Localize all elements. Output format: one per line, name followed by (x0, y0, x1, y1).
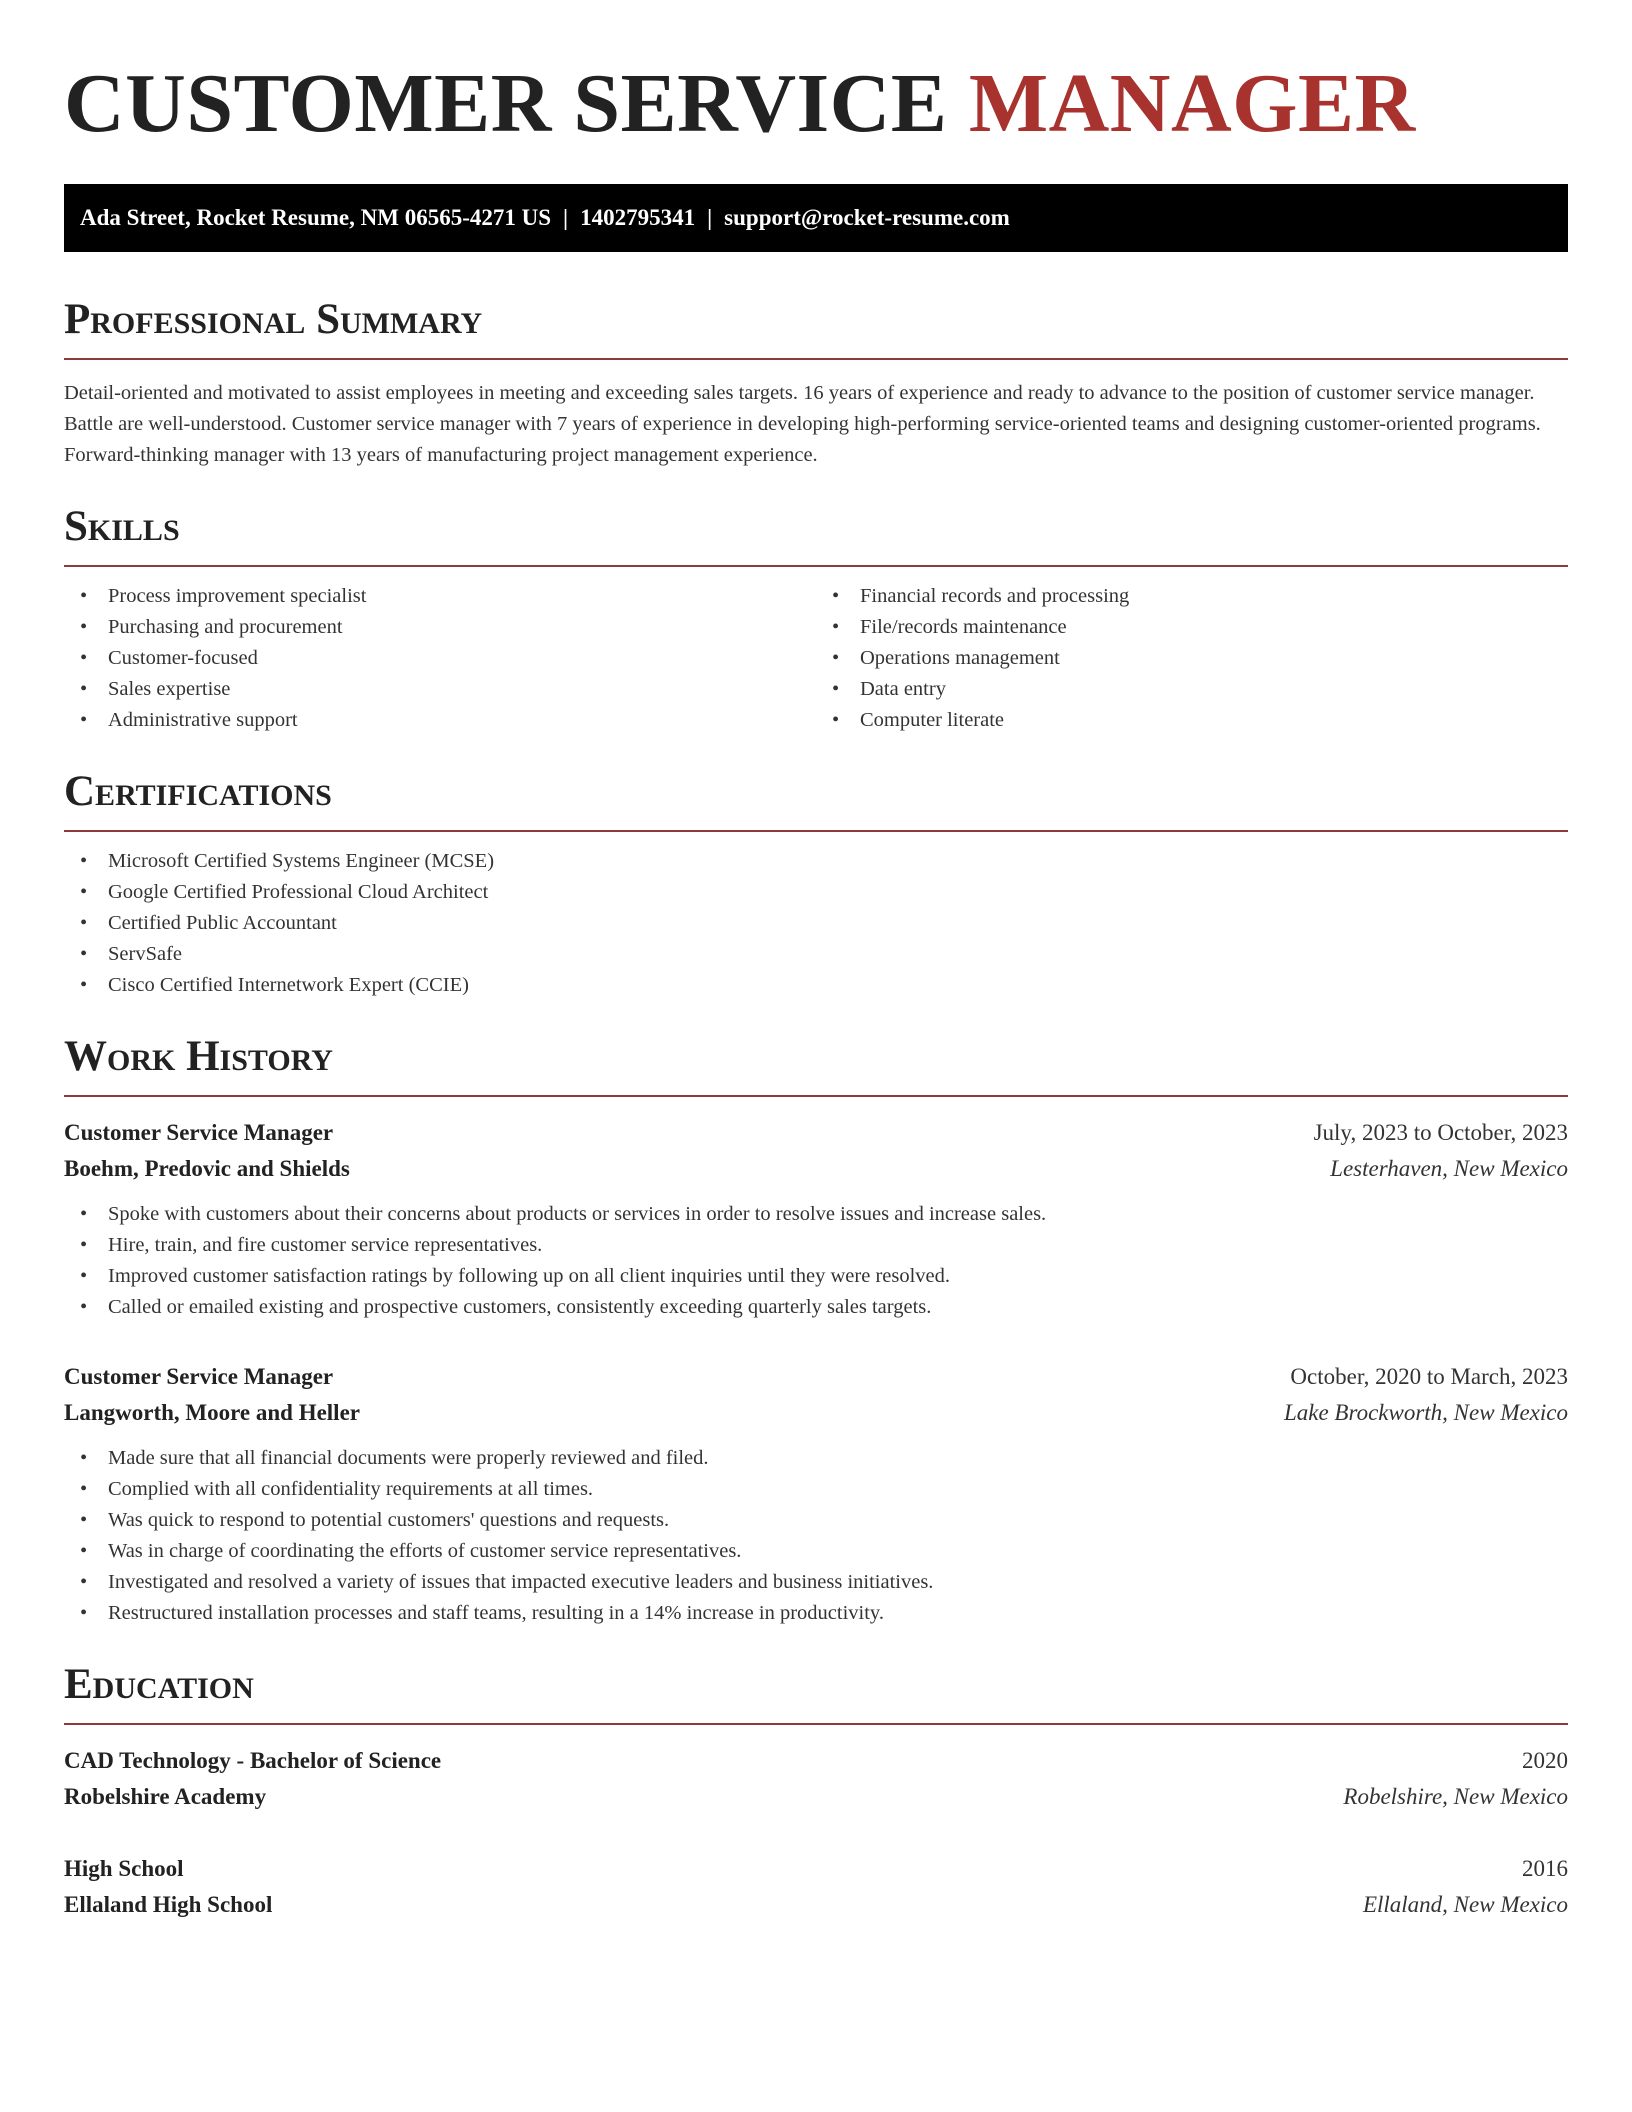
job-title-row (64, 1359, 1568, 1395)
skill-item: • Data entry (816, 674, 1568, 705)
job-company-row (64, 1395, 1568, 1431)
job-dates: July, 2023 to October, 2023 (1313, 1120, 1568, 1145)
certification-item: • ServSafe (64, 939, 1568, 970)
certifications-section (64, 766, 1568, 1001)
page-title (64, 54, 1568, 154)
job-company-row (64, 1151, 1568, 1187)
skill-item: • Process improvement specialist (64, 581, 816, 612)
job-entry (64, 1115, 1568, 1323)
contact-phone: 1402795341 (580, 205, 696, 230)
job-bullet: • Made sure that all financial documents were properly reviewed and filed. (64, 1443, 1568, 1474)
job-company: Boehm, Predovic and Shields (64, 1156, 350, 1181)
job-entry (64, 1359, 1568, 1629)
skill-item: • Customer-focused (64, 643, 816, 674)
education-school: Robelshire Academy (64, 1784, 267, 1809)
skills-columns (64, 567, 1568, 736)
job-dates: October, 2020 to March, 2023 (1290, 1364, 1568, 1389)
job-title: Customer Service Manager (64, 1120, 334, 1145)
job-bullet: • Was in charge of coordinating the efforts of customer service representatives. (64, 1536, 1568, 1567)
contact-separator: | (707, 205, 713, 230)
skill-item: • File/records maintenance (816, 612, 1568, 643)
certification-item: • Certified Public Accountant (64, 908, 1568, 939)
section-heading: Certifications (64, 766, 1568, 832)
job-bullet: • Complied with all confidentiality requirements at all times. (64, 1474, 1568, 1505)
skill-item: • Purchasing and procurement (64, 612, 816, 643)
job-bullet: • Called or emailed existing and prospective customers, consistently exceeding quarterly sales targets. (64, 1292, 1568, 1323)
education-location: Robelshire, New Mexico (1343, 1784, 1568, 1809)
job-bullet: • Investigated and resolved a variety of issues that impacted executive leaders and business initiatives. (64, 1567, 1568, 1598)
section-heading: Education (64, 1659, 1568, 1725)
contact-separator: | (563, 205, 569, 230)
education-entry (64, 1743, 1568, 1815)
job-title: Customer Service Manager (64, 1364, 334, 1389)
contact-bar (64, 184, 1568, 252)
work-history-section (64, 1031, 1568, 1629)
certification-item: • Google Certified Professional Cloud Architect (64, 877, 1568, 908)
education-section (64, 1659, 1568, 1923)
section-heading: Work History (64, 1031, 1568, 1097)
skill-item: • Administrative support (64, 705, 816, 736)
education-degree: CAD Technology - Bachelor of Science (64, 1748, 442, 1773)
education-school-row (64, 1779, 1568, 1815)
summary-text: Detail-oriented and motivated to assist employees in meeting and exceeding sales targets. 16 years of experience and ready to advance to the position of customer service manager. Battle are well-understood. Customer service manager with 7 years of experience in developing high-performing service-oriented teams and designing customer-oriented programs. Forward-thinking manager with 13 years of manufacturing project management experience. (64, 382, 1541, 466)
job-bullet: • Was quick to respond to potential customers' questions and requests. (64, 1505, 1568, 1536)
job-bullet: • Improved customer satisfaction ratings by following up on all client inquiries until they were resolved. (64, 1261, 1568, 1292)
skill-item: • Sales expertise (64, 674, 816, 705)
education-degree-row (64, 1851, 1568, 1887)
skill-item: • Financial records and processing (816, 581, 1568, 612)
education-year: 2020 (1522, 1748, 1568, 1773)
section-heading: Skills (64, 501, 1568, 567)
job-location: Lesterhaven, New Mexico (1330, 1156, 1568, 1181)
job-bullet: • Restructured installation processes and staff teams, resulting in a 14% increase in productivity. (64, 1598, 1568, 1629)
section-heading: Professional Summary (64, 294, 1568, 360)
job-bullets (64, 1199, 1568, 1323)
skill-item: • Computer literate (816, 705, 1568, 736)
education-location: Ellaland, New Mexico (1362, 1892, 1568, 1917)
skills-list-right (816, 581, 1568, 736)
job-company: Langworth, Moore and Heller (64, 1400, 360, 1425)
education-school-row (64, 1887, 1568, 1923)
job-bullets (64, 1443, 1568, 1629)
skills-section (64, 501, 1568, 736)
skills-list-left (64, 581, 816, 736)
education-degree: High School (64, 1856, 184, 1881)
job-bullet: • Hire, train, and fire customer service representatives. (64, 1230, 1568, 1261)
job-title-row (64, 1115, 1568, 1151)
education-degree-row (64, 1743, 1568, 1779)
skill-item: • Operations management (816, 643, 1568, 674)
title-accent: MANAGER (968, 57, 1416, 150)
title-main: CUSTOMER SERVICE (64, 57, 948, 150)
contact-address: Ada Street, Rocket Resume, NM 06565-4271 US (80, 205, 552, 230)
education-entry (64, 1851, 1568, 1923)
contact-email: support@rocket-resume.com (724, 205, 1010, 230)
education-year: 2016 (1522, 1856, 1568, 1881)
job-location: Lake Brockworth, New Mexico (1283, 1400, 1568, 1425)
certification-item: • Microsoft Certified Systems Engineer (MCSE) (64, 846, 1568, 877)
summary-section (64, 294, 1568, 471)
education-school: Ellaland High School (64, 1892, 273, 1917)
certification-item: • Cisco Certified Internetwork Expert (CCIE) (64, 970, 1568, 1001)
job-bullet: • Spoke with customers about their concerns about products or services in order to resolve issues and increase sales. (64, 1199, 1568, 1230)
certifications-list (64, 846, 1568, 1001)
